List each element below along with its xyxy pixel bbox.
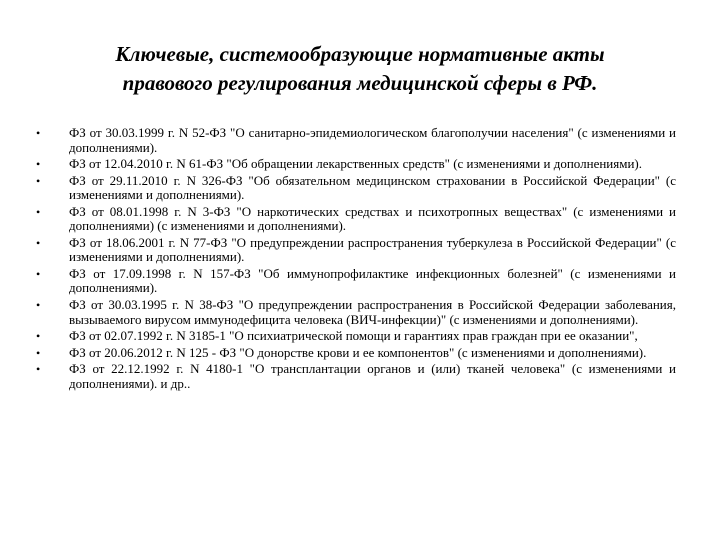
list-item-text: ФЗ от 02.07.1992 г. N 3185-1 "О психиатрической помощи и гарантиях прав граждан при ее оказании", bbox=[69, 328, 638, 344]
list-item-text: ФЗ от 29.11.2010 г. N 326-ФЗ "Об обязательном медицинском страховании в Российской Федерации" (с изменениями и дополнениями). bbox=[69, 172, 676, 203]
list-item-text: ФЗ от 08.01.1998 г. N 3-ФЗ "О наркотических средствах и психотропных веществах" (с изменениями и дополнениями) (с изменениями и дополнениями). bbox=[69, 203, 676, 234]
list-item bbox=[36, 267, 676, 296]
list-item-text: ФЗ от 17.09.1998 г. N 157-ФЗ "Об иммунопрофилактике инфекционных болезней" (с изменениями и дополнениями). bbox=[69, 265, 676, 296]
list-item bbox=[36, 174, 676, 203]
bullet-icon: • bbox=[36, 235, 41, 250]
list-item-text: ФЗ от 22.12.1992 г. N 4180-1 "О трансплантации органов и (или) тканей человека" (с изменениями и дополнениями). и др.. bbox=[69, 361, 676, 391]
list-item-text: ФЗ от 18.06.2001 г. N 77-ФЗ "О предупреждении распространения туберкулеза в Российской Федерации" (с изменениями и дополнениями). bbox=[69, 234, 676, 265]
list-item-text: ФЗ от 30.03.1999 г. N 52-ФЗ "О санитарно-эпидемиологическом благополучии населения" (с изменениями и дополнениями). bbox=[69, 125, 676, 155]
bullet-icon: • bbox=[36, 204, 41, 219]
bullet-icon: • bbox=[36, 298, 41, 313]
bullet-icon: • bbox=[36, 362, 41, 377]
list-item bbox=[36, 362, 676, 391]
list-item bbox=[36, 346, 676, 361]
slide-title-line-1: Ключевые, системообразующие нормативные акты bbox=[115, 42, 605, 66]
list-item bbox=[36, 329, 676, 344]
slide-title-line-2: правового регулирования медицинской сферы в РФ. bbox=[122, 71, 598, 95]
bullet-icon: • bbox=[36, 173, 41, 188]
bullet-icon: • bbox=[36, 329, 41, 344]
list-item-text: ФЗ от 20.06.2012 г. N 125 - ФЗ "О донорстве крови и ее компонентов" (с изменениями и дополнениями). bbox=[69, 344, 647, 360]
bullet-icon: • bbox=[36, 266, 41, 281]
list-item-text: ФЗ от 12.04.2010 г. N 61-ФЗ "Об обращении лекарственных средств" (с изменениями и дополнениями). bbox=[69, 156, 642, 172]
law-list bbox=[36, 126, 676, 393]
list-item bbox=[36, 126, 676, 155]
bullet-icon: • bbox=[36, 345, 41, 360]
slide-title bbox=[40, 40, 680, 98]
list-item bbox=[36, 205, 676, 234]
bullet-icon: • bbox=[36, 157, 41, 172]
list-item bbox=[36, 157, 676, 172]
bullet-icon: • bbox=[36, 126, 41, 140]
list-item bbox=[36, 236, 676, 265]
list-item-text: ФЗ от 30.03.1995 г. N 38-ФЗ "О предупреждении распространения в Российской Федерации заболевания, вызываемого вирусом иммунодефицита человека (ВИЧ-инфекции)" (с изменениями и дополнениями). bbox=[69, 297, 676, 327]
list-item bbox=[36, 298, 676, 327]
